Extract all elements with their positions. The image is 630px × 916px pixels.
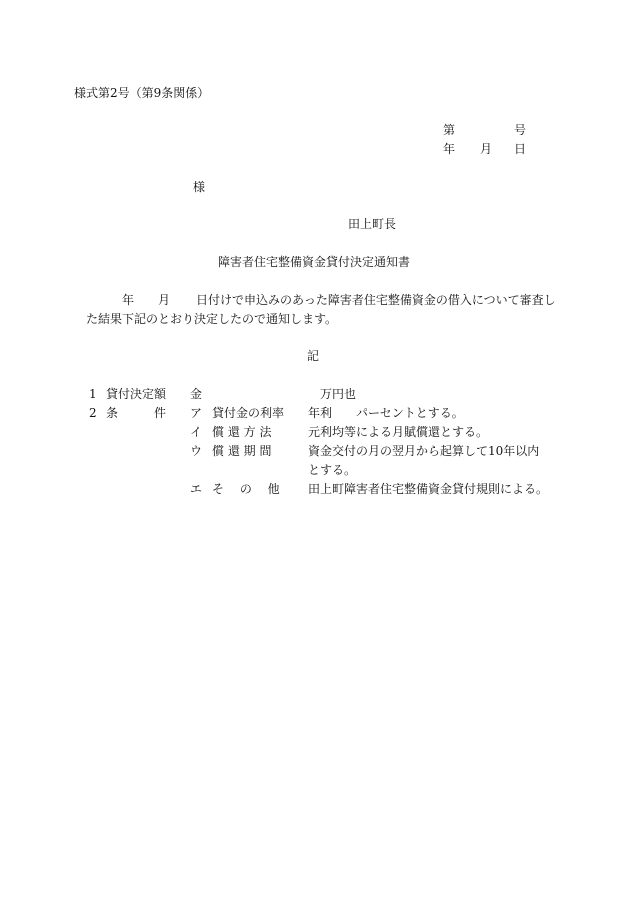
condition-a-letter: ア (190, 406, 203, 420)
condition-i-label: 償 還 方 法 (212, 425, 272, 439)
body-month: 月 (158, 293, 171, 307)
form-label: 様式第2号（第9条関係） (74, 86, 210, 100)
date-month: 月 (480, 142, 493, 156)
condition-a-text-a: 年利 (308, 406, 333, 420)
document-number-prefix: 第 (443, 123, 456, 137)
item-2-label-a: 条 (106, 406, 119, 420)
issuer: 田上町長 (348, 217, 397, 231)
condition-u-letter: ウ (190, 444, 203, 458)
condition-i-text: 元利均等による月賦償還とする。 (308, 425, 489, 439)
condition-a-text-b: パーセントとする。 (356, 406, 464, 420)
condition-u-text: 資金交付の月の翌月から起算して10年以内 (308, 444, 540, 458)
condition-u-label: 償 還 期 間 (212, 444, 272, 458)
condition-e-letter: エ (190, 482, 203, 496)
addressee-suffix: 様 (193, 180, 206, 194)
document-title: 障害者住宅整備資金貸付決定通知書 (218, 255, 411, 269)
ki-heading: 記 (307, 349, 320, 363)
item-1-label: 貸付決定額 (106, 387, 167, 401)
condition-a-label: 貸付金の利率 (212, 406, 285, 420)
condition-i-letter: イ (190, 425, 203, 439)
body-year: 年 (122, 293, 135, 307)
item-2-label-b: 件 (154, 406, 167, 420)
item-1-kin: 金 (190, 387, 203, 401)
item-2-number: 2 (89, 406, 97, 420)
condition-e-label: そ の 他 (212, 482, 280, 496)
condition-u-text-continued: とする。 (308, 463, 357, 477)
condition-e-text: 田上町障害者住宅整備資金貸付規則による。 (308, 482, 549, 496)
body-line-2: た結果下記のとおり決定したので通知します。 (86, 312, 338, 326)
date-year: 年 (443, 142, 456, 156)
item-1-number: 1 (89, 387, 97, 401)
body-line-1: 日付けで申込みのあった障害者住宅整備資金の借入について審査し (196, 293, 556, 307)
document-number-suffix: 号 (514, 123, 527, 137)
date-day: 日 (514, 142, 527, 156)
item-1-amount: 万円也 (320, 387, 357, 401)
